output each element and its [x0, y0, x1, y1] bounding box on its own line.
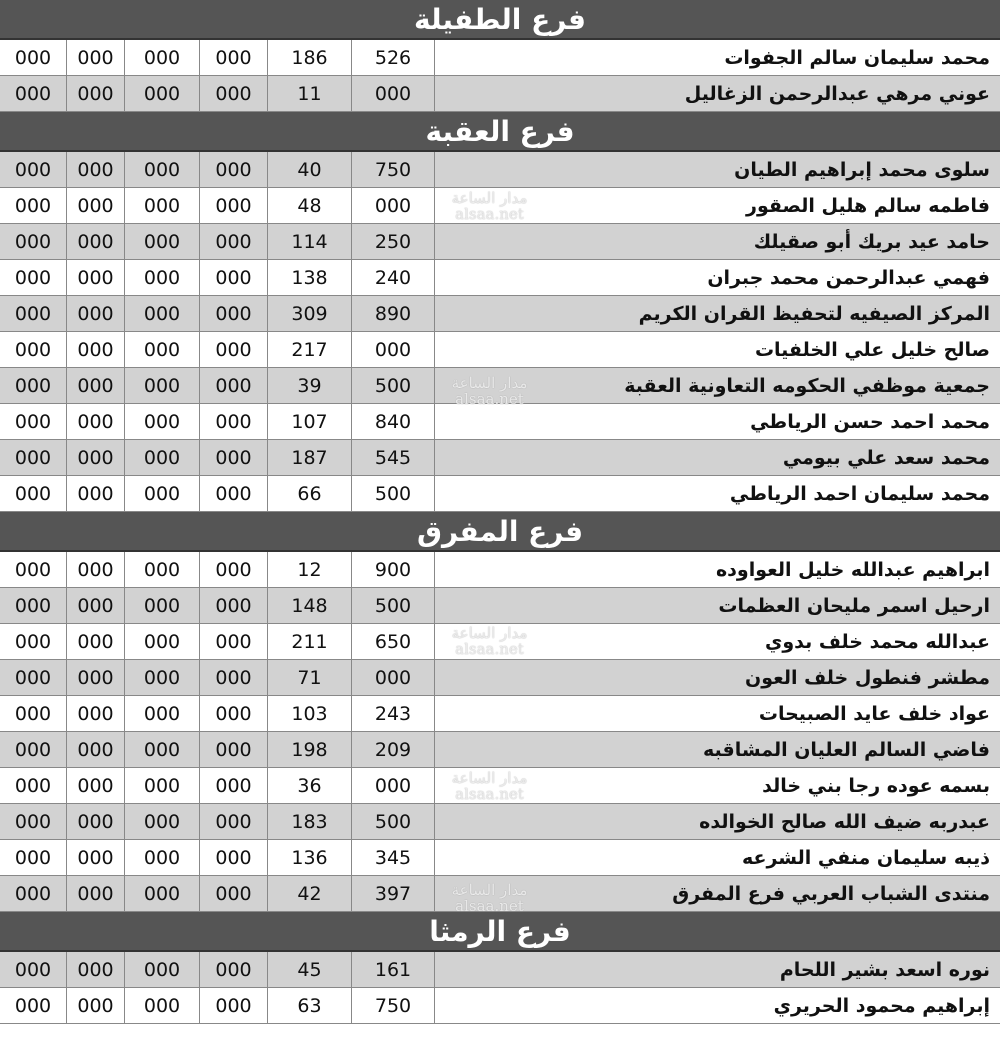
watermark: مدار الساعة alsaa.net	[451, 769, 528, 803]
value-cell: 136	[268, 840, 352, 875]
value-cell: 217	[268, 332, 352, 367]
name-text: عبدالله محمد خلف بدوي	[764, 630, 990, 653]
value-cell: 000	[200, 188, 268, 223]
name-text: ارحيل اسمر مليحان العظمات	[718, 594, 990, 617]
value-cell: 000	[67, 876, 125, 911]
name-cell	[435, 260, 1000, 295]
value-cell: 000	[0, 804, 67, 839]
value-cell: 000	[67, 588, 125, 623]
value-cell: 114	[268, 224, 352, 259]
value-cell: 000	[0, 40, 67, 75]
value-cell: 000	[67, 840, 125, 875]
table-row	[0, 840, 1000, 876]
value-cell: 000	[67, 440, 125, 475]
value-cell: 000	[200, 260, 268, 295]
value-cell: 000	[125, 476, 200, 511]
value-cell: 000	[67, 188, 125, 223]
value-cell: 000	[200, 588, 268, 623]
value-cell: 000	[200, 768, 268, 803]
table-row	[0, 952, 1000, 988]
value-cell: 000	[125, 188, 200, 223]
value-cell: 840	[352, 404, 435, 439]
value-cell: 000	[0, 332, 67, 367]
value-cell: 500	[352, 804, 435, 839]
name-cell	[435, 988, 1000, 1023]
value-cell: 11	[268, 76, 352, 111]
name-text: فاضي السالم العليان المشاقبه	[703, 738, 990, 761]
value-cell: 000	[0, 696, 67, 731]
value-cell: 000	[352, 76, 435, 111]
value-cell: 138	[268, 260, 352, 295]
value-cell: 000	[125, 440, 200, 475]
name-cell	[435, 952, 1000, 987]
name-text: عبدربه ضيف الله صالح الخوالده	[699, 810, 990, 833]
value-cell: 000	[0, 224, 67, 259]
value-cell: 000	[200, 296, 268, 331]
value-cell: 000	[200, 76, 268, 111]
value-cell: 198	[268, 732, 352, 767]
name-cell	[435, 296, 1000, 331]
value-cell: 000	[0, 76, 67, 111]
name-text: عواد خلف عايد الصبيحات	[758, 702, 990, 725]
value-cell: 000	[200, 876, 268, 911]
value-cell: 40	[268, 152, 352, 187]
value-cell: 209	[352, 732, 435, 767]
value-cell: 000	[125, 840, 200, 875]
name-cell	[435, 552, 1000, 587]
value-cell: 000	[125, 404, 200, 439]
value-cell: 000	[67, 152, 125, 187]
value-cell: 000	[352, 188, 435, 223]
table-row	[0, 732, 1000, 768]
name-cell	[435, 768, 1000, 803]
value-cell: 000	[125, 224, 200, 259]
value-cell: 000	[352, 660, 435, 695]
value-cell: 000	[67, 552, 125, 587]
value-cell: 545	[352, 440, 435, 475]
name-text: نوره اسعد بشير اللحام	[779, 958, 990, 981]
name-cell	[435, 76, 1000, 111]
name-text: ابراهيم عبدالله خليل العواوده	[715, 558, 990, 581]
name-cell	[435, 476, 1000, 511]
value-cell: 000	[0, 624, 67, 659]
value-cell: 000	[67, 660, 125, 695]
value-cell: 39	[268, 368, 352, 403]
value-cell: 107	[268, 404, 352, 439]
name-text: محمد احمد حسن الرياطي	[750, 410, 990, 433]
value-cell: 000	[0, 368, 67, 403]
value-cell: 000	[67, 988, 125, 1023]
name-cell	[435, 840, 1000, 875]
value-cell: 000	[0, 588, 67, 623]
value-cell: 000	[125, 552, 200, 587]
value-cell: 000	[67, 260, 125, 295]
table-row	[0, 260, 1000, 296]
table-row	[0, 332, 1000, 368]
value-cell: 750	[352, 152, 435, 187]
value-cell: 000	[125, 660, 200, 695]
value-cell: 000	[352, 768, 435, 803]
value-cell: 000	[200, 332, 268, 367]
value-cell: 000	[200, 40, 268, 75]
value-cell: 000	[0, 988, 67, 1023]
value-cell: 240	[352, 260, 435, 295]
table-row	[0, 588, 1000, 624]
name-text: منتدى الشباب العربي فرع المفرق	[672, 882, 990, 905]
name-text: محمد سليمان احمد الرياطي	[729, 482, 990, 505]
value-cell: 66	[268, 476, 352, 511]
value-cell: 000	[0, 876, 67, 911]
watermark: مدار الساعة alsaa.net	[451, 881, 528, 915]
value-cell: 45	[268, 952, 352, 987]
value-cell: 000	[125, 332, 200, 367]
value-cell: 000	[67, 768, 125, 803]
section-header: فرع الطفيلة	[0, 0, 1000, 40]
name-text: فاطمه سالم هليل الصقور	[746, 194, 990, 217]
value-cell: 000	[125, 696, 200, 731]
name-text: صالح خليل علي الخلفيات	[754, 338, 990, 361]
value-cell: 000	[0, 476, 67, 511]
name-cell	[435, 588, 1000, 623]
value-cell: 000	[200, 804, 268, 839]
value-cell: 500	[352, 476, 435, 511]
value-cell: 000	[67, 368, 125, 403]
value-cell: 000	[125, 804, 200, 839]
value-cell: 000	[0, 840, 67, 875]
value-cell: 650	[352, 624, 435, 659]
table-row	[0, 296, 1000, 332]
name-cell	[435, 368, 1000, 403]
value-cell: 42	[268, 876, 352, 911]
table-row	[0, 188, 1000, 224]
watermark: مدار الساعة alsaa.net	[451, 189, 528, 223]
value-cell: 000	[200, 988, 268, 1023]
name-cell	[435, 152, 1000, 187]
table-row	[0, 624, 1000, 660]
table-row	[0, 76, 1000, 112]
value-cell: 526	[352, 40, 435, 75]
value-cell: 397	[352, 876, 435, 911]
value-cell: 500	[352, 588, 435, 623]
name-text: جمعية موظفي الحكومه التعاونية العقبة	[624, 374, 990, 397]
value-cell: 48	[268, 188, 352, 223]
value-cell: 148	[268, 588, 352, 623]
name-cell	[435, 332, 1000, 367]
value-cell: 000	[67, 952, 125, 987]
value-cell: 161	[352, 952, 435, 987]
watermark: مدار الساعة alsaa.net	[451, 624, 528, 658]
value-cell: 000	[67, 224, 125, 259]
section-header: فرع الرمثا	[0, 912, 1000, 952]
name-cell	[435, 696, 1000, 731]
value-cell: 000	[0, 732, 67, 767]
name-text: ذيبه سليمان منفي الشرعه	[741, 846, 990, 869]
value-cell: 000	[200, 952, 268, 987]
value-cell: 000	[0, 552, 67, 587]
value-cell: 000	[200, 368, 268, 403]
value-cell: 000	[67, 296, 125, 331]
value-cell: 000	[0, 952, 67, 987]
value-cell: 000	[200, 224, 268, 259]
value-cell: 890	[352, 296, 435, 331]
name-text: مطشر فنطول خلف العون	[745, 666, 990, 689]
value-cell: 71	[268, 660, 352, 695]
value-cell: 000	[125, 260, 200, 295]
name-cell	[435, 404, 1000, 439]
table-row	[0, 876, 1000, 915]
value-cell: 000	[200, 440, 268, 475]
table-row	[0, 152, 1000, 188]
value-cell: 186	[268, 40, 352, 75]
name-text: إبراهيم محمود الحريري	[773, 994, 990, 1017]
table-row	[0, 404, 1000, 440]
value-cell: 000	[125, 368, 200, 403]
name-text: سلوى محمد إبراهيم الطيان	[734, 158, 990, 181]
value-cell: 000	[200, 732, 268, 767]
table-row	[0, 660, 1000, 696]
table-row	[0, 768, 1000, 804]
value-cell: 900	[352, 552, 435, 587]
value-cell: 000	[125, 624, 200, 659]
table-row	[0, 224, 1000, 260]
table-row	[0, 40, 1000, 76]
section-header: فرع المفرق	[0, 512, 1000, 552]
value-cell: 000	[0, 404, 67, 439]
value-cell: 243	[352, 696, 435, 731]
section-header: فرع العقبة	[0, 112, 1000, 152]
table-row	[0, 988, 1000, 1024]
value-cell: 250	[352, 224, 435, 259]
value-cell: 000	[125, 76, 200, 111]
name-cell	[435, 804, 1000, 839]
value-cell: 000	[0, 768, 67, 803]
value-cell: 000	[200, 404, 268, 439]
value-cell: 103	[268, 696, 352, 731]
value-cell: 750	[352, 988, 435, 1023]
table-row	[0, 804, 1000, 840]
value-cell: 000	[125, 588, 200, 623]
value-cell: 000	[67, 476, 125, 511]
table-row	[0, 476, 1000, 512]
value-cell: 000	[0, 440, 67, 475]
value-cell: 000	[352, 332, 435, 367]
name-cell	[435, 876, 1000, 911]
name-cell	[435, 732, 1000, 767]
value-cell: 12	[268, 552, 352, 587]
value-cell: 000	[125, 732, 200, 767]
value-cell: 000	[200, 624, 268, 659]
value-cell: 000	[0, 152, 67, 187]
value-cell: 000	[67, 624, 125, 659]
value-cell: 000	[0, 188, 67, 223]
table-row	[0, 368, 1000, 404]
value-cell: 211	[268, 624, 352, 659]
value-cell: 36	[268, 768, 352, 803]
value-cell: 000	[67, 40, 125, 75]
value-cell: 000	[200, 152, 268, 187]
name-text: بسمه عوده رجا بني خالد	[762, 774, 990, 797]
value-cell: 000	[200, 660, 268, 695]
value-cell: 000	[200, 840, 268, 875]
value-cell: 000	[67, 732, 125, 767]
value-cell: 183	[268, 804, 352, 839]
value-cell: 000	[67, 332, 125, 367]
name-text: حامد عيد بريك أبو صقيلك	[753, 230, 990, 253]
value-cell: 000	[67, 404, 125, 439]
name-text: عوني مرهي عبدالرحمن الزغاليل	[684, 82, 990, 105]
value-cell: 000	[125, 296, 200, 331]
value-cell: 345	[352, 840, 435, 875]
value-cell: 000	[125, 876, 200, 911]
value-cell: 500	[352, 368, 435, 403]
value-cell: 000	[67, 804, 125, 839]
value-cell: 000	[0, 296, 67, 331]
value-cell: 000	[125, 40, 200, 75]
name-cell	[435, 660, 1000, 695]
value-cell: 000	[200, 476, 268, 511]
name-cell	[435, 40, 1000, 75]
value-cell: 000	[125, 952, 200, 987]
value-cell: 000	[125, 152, 200, 187]
value-cell: 000	[200, 696, 268, 731]
value-cell: 000	[125, 988, 200, 1023]
name-cell	[435, 188, 1000, 223]
name-cell	[435, 440, 1000, 475]
name-text: محمد سليمان سالم الجفوات	[724, 46, 990, 69]
value-cell: 000	[0, 660, 67, 695]
table-row	[0, 552, 1000, 588]
name-text: فهمي عبدالرحمن محمد جبران	[707, 266, 990, 289]
value-cell: 63	[268, 988, 352, 1023]
name-cell	[435, 224, 1000, 259]
watermark: مدار الساعة alsaa.net	[451, 374, 528, 408]
value-cell: 000	[67, 76, 125, 111]
table-row	[0, 696, 1000, 732]
value-cell: 000	[67, 696, 125, 731]
value-cell: 309	[268, 296, 352, 331]
value-cell: 000	[200, 552, 268, 587]
name-cell	[435, 624, 1000, 659]
name-text: المركز الصيفيه لتحفيظ القران الكريم	[638, 302, 990, 325]
table-row	[0, 440, 1000, 476]
value-cell: 187	[268, 440, 352, 475]
value-cell: 000	[125, 768, 200, 803]
value-cell: 000	[0, 260, 67, 295]
name-text: محمد سعد علي بيومي	[782, 446, 990, 469]
